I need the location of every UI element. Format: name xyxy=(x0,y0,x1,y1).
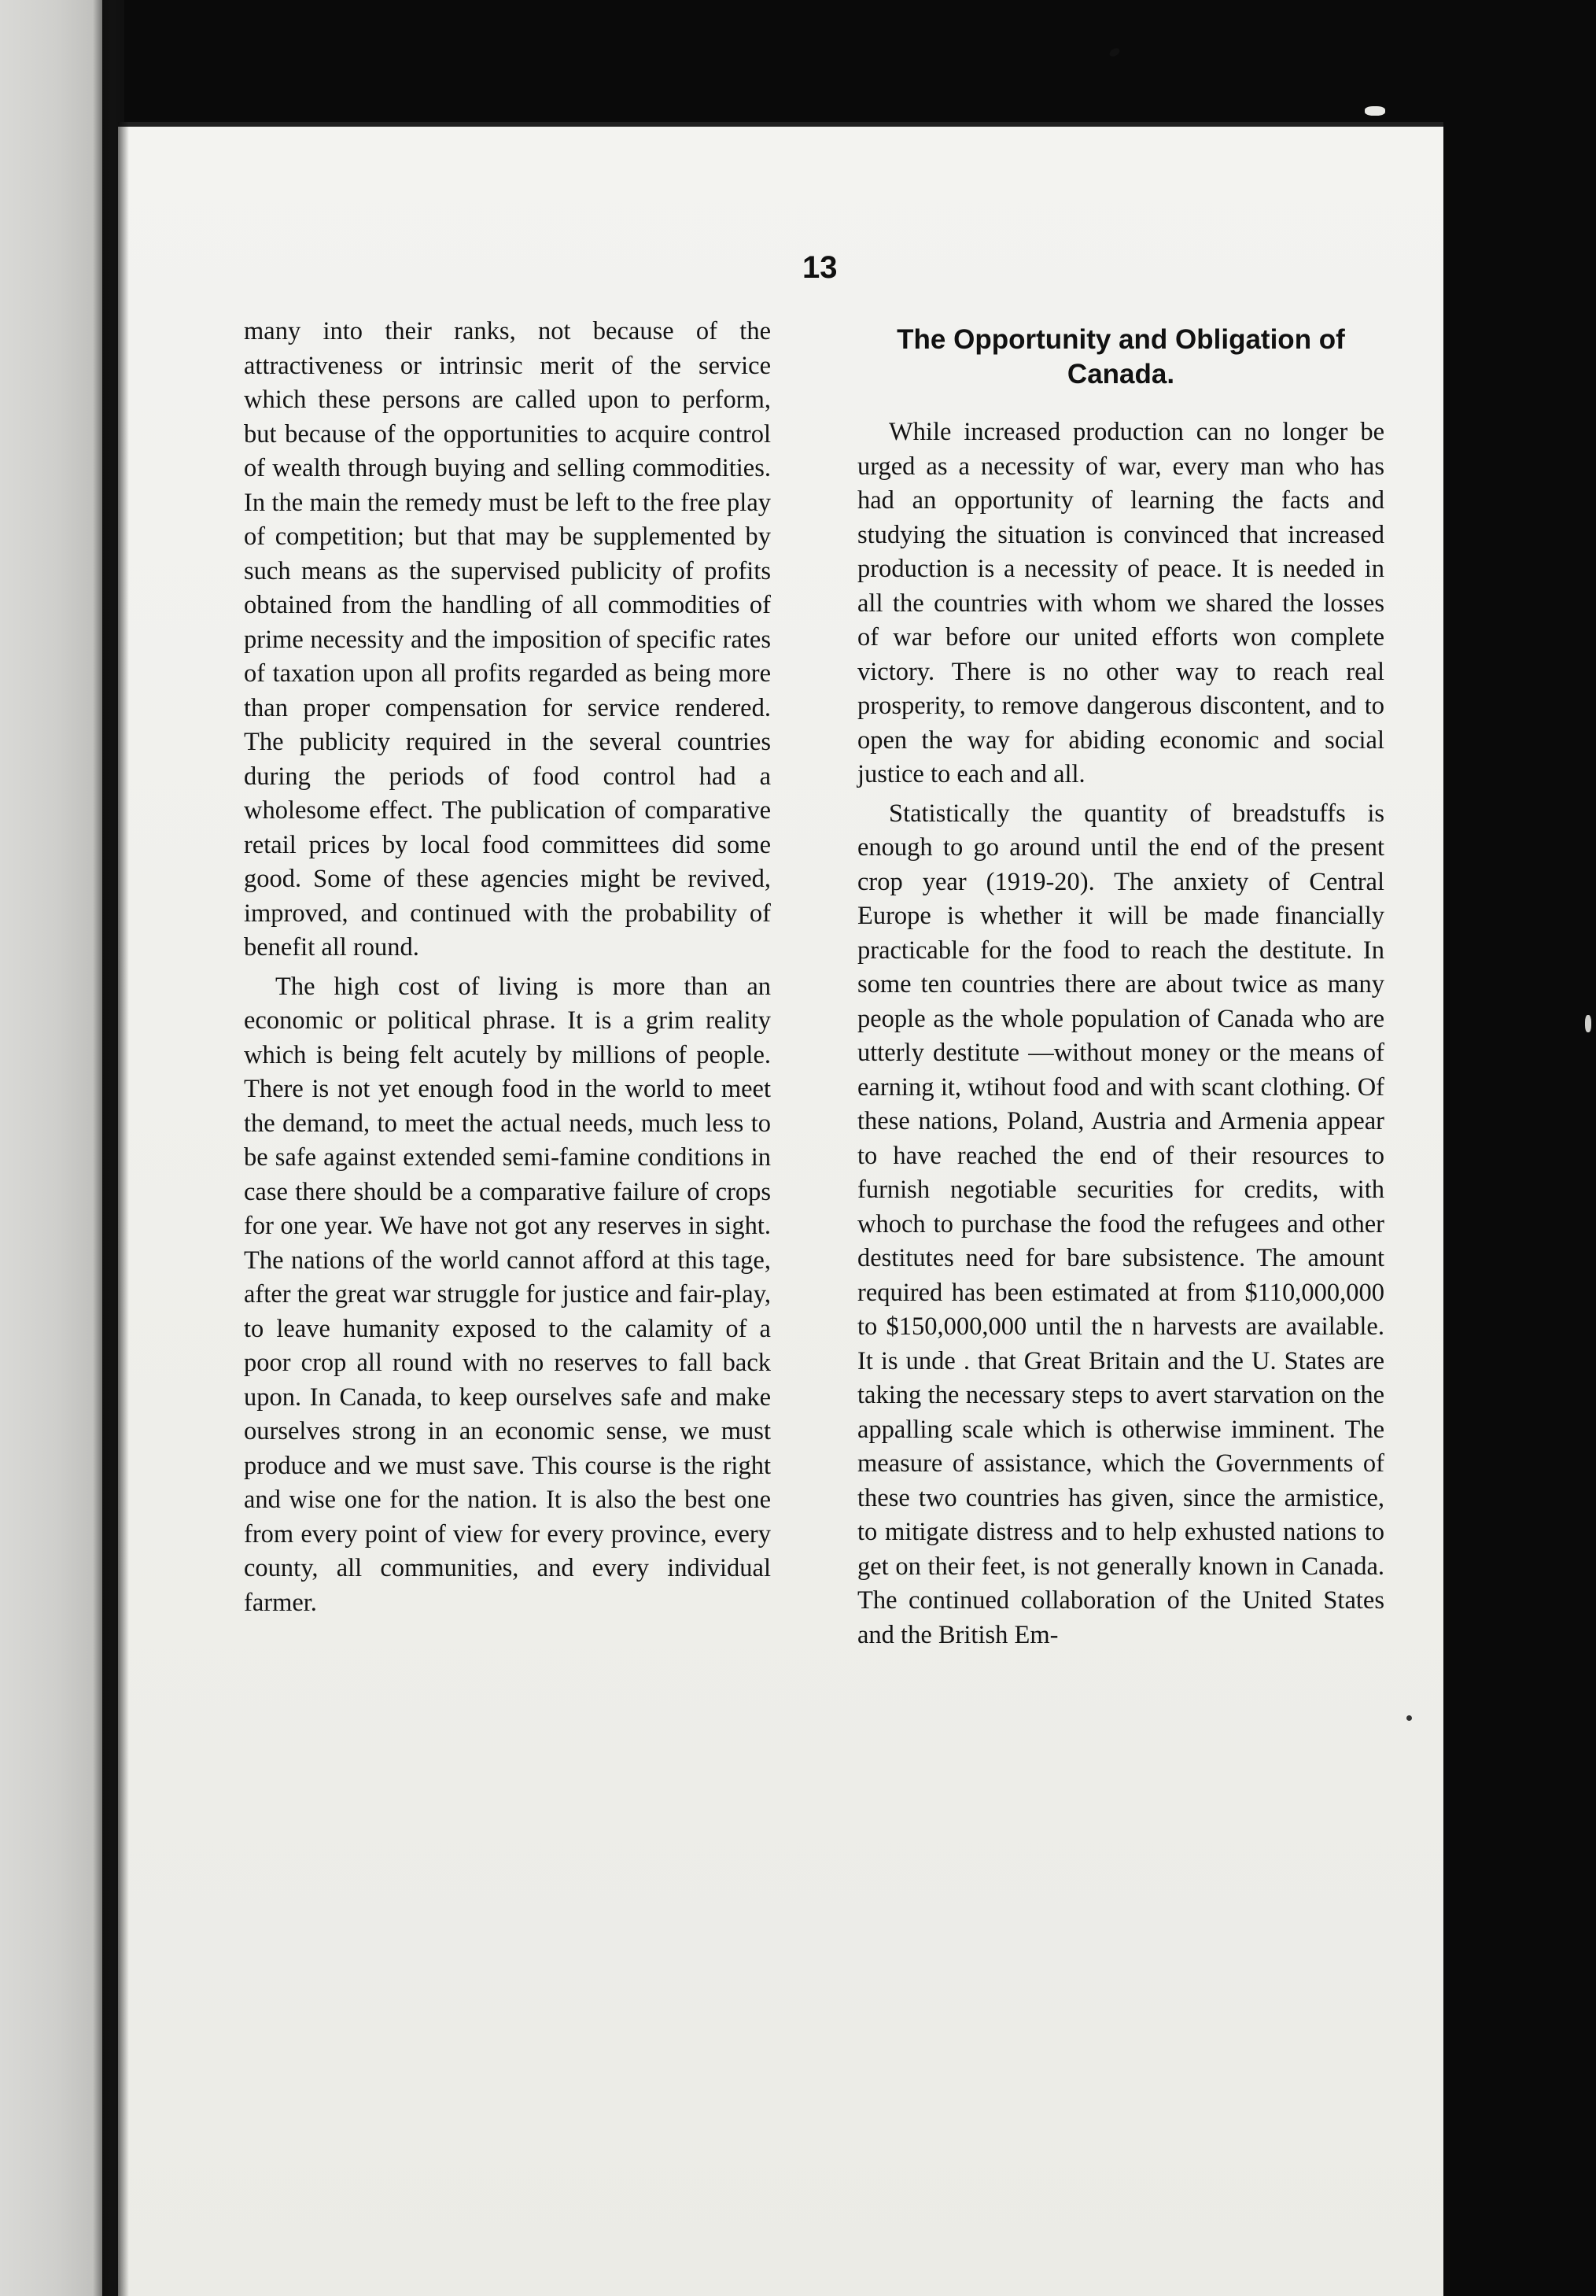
left-column xyxy=(244,315,771,1620)
book-spine xyxy=(0,0,102,2296)
dust-speck xyxy=(1108,46,1122,58)
paragraph: The high cost of living is more than an economic or political phrase. It is a grim reality which is being felt acutely by millions of people. There is not yet enough food in the world to meet the demand, to meet the actual needs, much less to be safe against extended semi-famine conditions in case there should be a comparative failure of crops for one year. We have not got any reserves in sight. The nations of the world cannot afford at this tage, after the great war struggle for justice and fair-play, to leave humanity exposed to the calamity of a poor crop all round with no reserves to fall back upon. In Canada, to keep ourselves safe and make ourselves strong in an economic sense, we must produce and we must save. This course is the right and wise one for the nation. It is also the best one from every point of view for every province, every county, all communities, and every individual farmer. xyxy=(244,972,771,1617)
page-number: 13 xyxy=(802,250,838,285)
paragraph: While increased production can no longer be urged as a necessity of war, every man who has had an opportunity of learning the facts and studying the situation is convinced that increased production is a necessity of peace. It is needed in all the countries with whom we shared the losses of war before our united efforts won complete victory. There is no other way to reach real prosperity, to remove dangerous discontent, and to open the way for abiding economic and social justice to each and all. xyxy=(857,418,1384,788)
paragraph: Statistically the quantity of breadstuffs is enough to go around until the end of the present crop year (1919-20). The anxiety of Central Europe is whether it will be made financially practicable for the food to reach the destitute. In some ten countries there are about twice as many people as the whole population of Canada who are utterly destitute —without money or the means of earning it, wtihout food and with scant clothing. Of these nations, Poland, Austria and Armenia appear to have reached the end of their resources to furnish negotiable securities for credits, with whoch to purchase the food the refugees and other destitutes need for bare subsistence. The amount required has been estimated at from $110,000,000 to $150,000,000 until the n harvests are available. It is unde . that Great Britain and the U. States are taking the necessary steps to avert starvation on the appalling scale which is otherwise imminent. The measure of assistance, which the Governments of these two countries has given, since the armistice, to mitigate distress and to help exhusted nations to get on their feet, is not generally known in Canada. The continued collaboration of the United States and the British Em- xyxy=(857,799,1384,1649)
section-heading: The Opportunity and Obligation of Canada. xyxy=(897,324,1345,389)
right-column xyxy=(857,323,1384,1652)
page-edge-shadow xyxy=(118,122,129,2296)
dust-speck xyxy=(1365,106,1385,116)
paragraph: many into their ranks, not because of the attractiveness or intrinsic merit of the service which these persons are called upon to perform, but because of the opportunities to acquire control of wealth through buying and selling commodities. In the main the remedy must be left to the free play of competition; but that may be supplemented by such means as the supervised publicity of profits obtained from the handling of all commodities of prime necessity and the imposition of specific rates of taxation upon all profits regarded as being more than proper compensation for service rendered. The publicity required in the several countries during the periods of food control had a wholesome effect. The publication of comparative retail prices by local food committees did some good. Some of these agencies might be revived, improved, and continued with the probability of benefit all round. xyxy=(244,317,771,962)
dust-speck xyxy=(1585,1015,1591,1032)
dust-speck xyxy=(1406,1715,1412,1721)
